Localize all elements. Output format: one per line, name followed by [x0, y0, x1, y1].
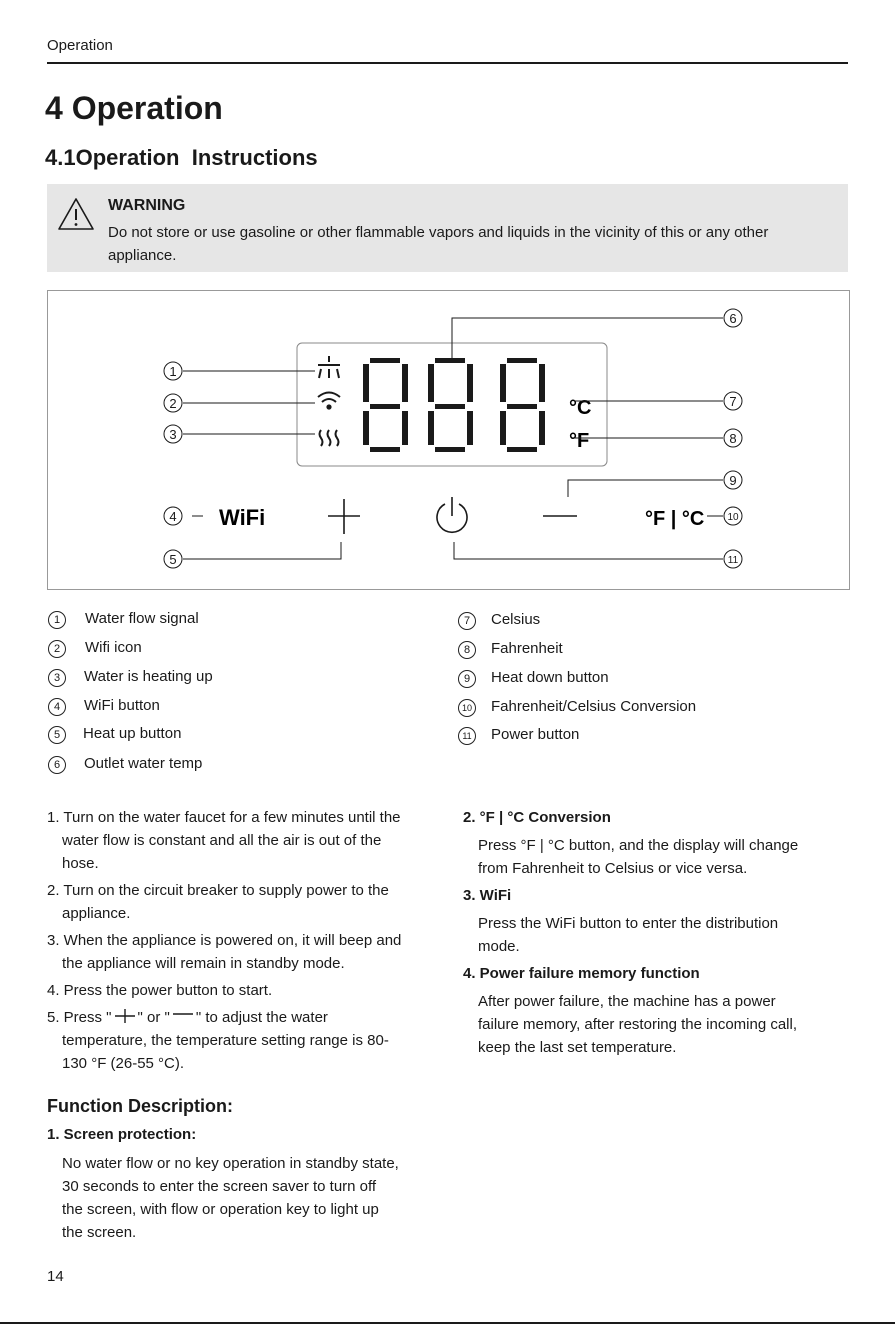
callout-11 [724, 550, 742, 568]
svg-text:5: 5 [169, 552, 177, 567]
conversion-heading: 2. °F | °C Conversion [463, 809, 611, 826]
page-number: 14 [47, 1268, 64, 1285]
legend-num: 10 [458, 699, 476, 717]
wifi-text-1: Press the WiFi button to enter the distribution [478, 915, 779, 932]
svg-text:11: 11 [727, 555, 739, 566]
svg-text:6: 6 [729, 311, 737, 326]
legend-num: 6 [48, 756, 66, 774]
control-panel-svg [47, 290, 850, 590]
svg-text:2: 2 [169, 396, 177, 411]
title-number: 4 [45, 90, 63, 126]
callout-1 [164, 362, 182, 380]
legend-label: Celsius [491, 611, 541, 628]
power-memory-text-3: keep the last set temperature. [478, 1039, 677, 1056]
display-digits [363, 358, 545, 452]
header-rule [47, 62, 848, 64]
svg-text:4: 4 [169, 509, 177, 524]
water-flow-icon [318, 356, 340, 378]
legend-num: 8 [458, 641, 476, 659]
callout-7 [724, 392, 742, 410]
legend-label: Fahrenheit [491, 640, 563, 657]
legend-label: Water flow signal [85, 610, 199, 627]
wifi-button[interactable]: WiFi [219, 505, 266, 530]
step-1-line-1: 1. Turn on the water faucet for a few minutes until the [47, 809, 401, 826]
power-memory-text-2: failure memory, after restoring the incoming call, [478, 1016, 798, 1033]
section-text: Operation Instructions [75, 145, 318, 170]
svg-text:8: 8 [729, 431, 737, 446]
step-2-line-1: 2. Turn on the circuit breaker to supply power to the [47, 882, 389, 899]
conversion-text-2: from Fahrenheit to Celsius or vice versa. [478, 860, 748, 877]
power-memory-heading: 4. Power failure memory function [463, 965, 700, 982]
step-5-mid: " or " [137, 1009, 170, 1026]
step-2-line-2: appliance. [62, 905, 131, 922]
legend-label: Power button [491, 726, 580, 743]
legend-label: Wifi icon [85, 639, 142, 656]
screen-protection-line-4: the screen. [62, 1224, 137, 1241]
screen-protection-line-2: 30 seconds to enter the screen saver to turn off [62, 1178, 377, 1195]
section-number: 4.1 [45, 145, 76, 170]
section-title [45, 145, 318, 171]
legend-label: Outlet water temp [84, 755, 203, 772]
legend-label: WiFi button [84, 697, 160, 714]
svg-text:3: 3 [169, 427, 177, 442]
steps-list [47, 806, 447, 1075]
legend-num: 9 [458, 670, 476, 688]
step-1-line-2: water flow is constant and all the air is out of the [62, 832, 382, 849]
step-5-line-1 [47, 1006, 447, 1029]
function-heading: Function Description: [47, 1096, 233, 1116]
step-5-pre: 5. Press " [47, 1009, 112, 1026]
minus-icon [170, 1009, 196, 1023]
unit-conversion-button[interactable]: °F | °C [645, 508, 705, 530]
callout-4 [164, 507, 182, 525]
title-text: Operation [71, 90, 223, 126]
callout-3 [164, 425, 182, 443]
fahrenheit-label: °F [569, 430, 590, 452]
callout-9 [724, 471, 742, 489]
warning-text: Do not store or use gasoline or other flammable vapors and liquids in the vicinity of this or any other appliance. [108, 224, 769, 264]
legend-num: 3 [48, 669, 66, 687]
svg-text:9: 9 [729, 473, 737, 488]
warning-triangle-icon [57, 197, 95, 231]
svg-text:10: 10 [727, 512, 739, 523]
step-4: 4. Press the power button to start. [47, 982, 273, 999]
legend-label: Heat down button [491, 669, 609, 686]
svg-text:7: 7 [729, 394, 737, 409]
callout-2 [164, 394, 182, 412]
callout-6 [724, 309, 742, 327]
legend-label: Water is heating up [84, 668, 213, 685]
plus-button[interactable] [328, 499, 360, 534]
step-1-line-3: hose. [62, 855, 99, 872]
legend-num: 2 [48, 640, 66, 658]
conversion-text-1: Press °F | °C button, and the display will change [478, 837, 799, 854]
wifi-text-2: mode. [478, 938, 520, 955]
heating-icon [320, 430, 339, 446]
callout-8 [724, 429, 742, 447]
screen-protection-heading: 1. Screen protection: [47, 1126, 197, 1143]
screen-protection-text [62, 1152, 462, 1244]
step-3-line-2: the appliance will remain in standby mode. [62, 955, 345, 972]
screen-protection-line-3: the screen, with flow or operation key to light up [62, 1201, 379, 1218]
svg-text:1: 1 [169, 364, 177, 379]
power-memory-text-1: After power failure, the machine has a power [478, 993, 776, 1010]
power-button[interactable] [437, 497, 467, 532]
legend-num: 11 [458, 727, 476, 745]
running-head: Operation [47, 37, 113, 54]
legend-num: 5 [48, 726, 66, 744]
wifi-icon [318, 393, 340, 409]
legend-num: 1 [48, 611, 66, 629]
screen-protection-line-1: No water flow or no key operation in standby state, [62, 1155, 399, 1172]
step-5-line-2: temperature, the temperature setting range is 80- [62, 1032, 389, 1049]
legend-label: Fahrenheit/Celsius Conversion [491, 698, 697, 715]
wifi-heading: 3. WiFi [463, 887, 512, 904]
legend-label: Heat up button [83, 725, 182, 742]
callout-10 [724, 507, 742, 525]
step-5-line-3: 130 °F (26-55 °C). [62, 1055, 185, 1072]
step-3-line-1: 3. When the appliance is powered on, it will beep and [47, 932, 402, 949]
step-5-post: " to adjust the water [195, 1009, 328, 1026]
plus-icon [112, 1009, 138, 1023]
callout-5 [164, 550, 182, 568]
legend-num: 7 [458, 612, 476, 630]
page-title [45, 90, 223, 127]
right-column [463, 806, 863, 1059]
celsius-label: °C [569, 397, 592, 419]
legend-num: 4 [48, 698, 66, 716]
warning-title: WARNING [108, 197, 186, 214]
